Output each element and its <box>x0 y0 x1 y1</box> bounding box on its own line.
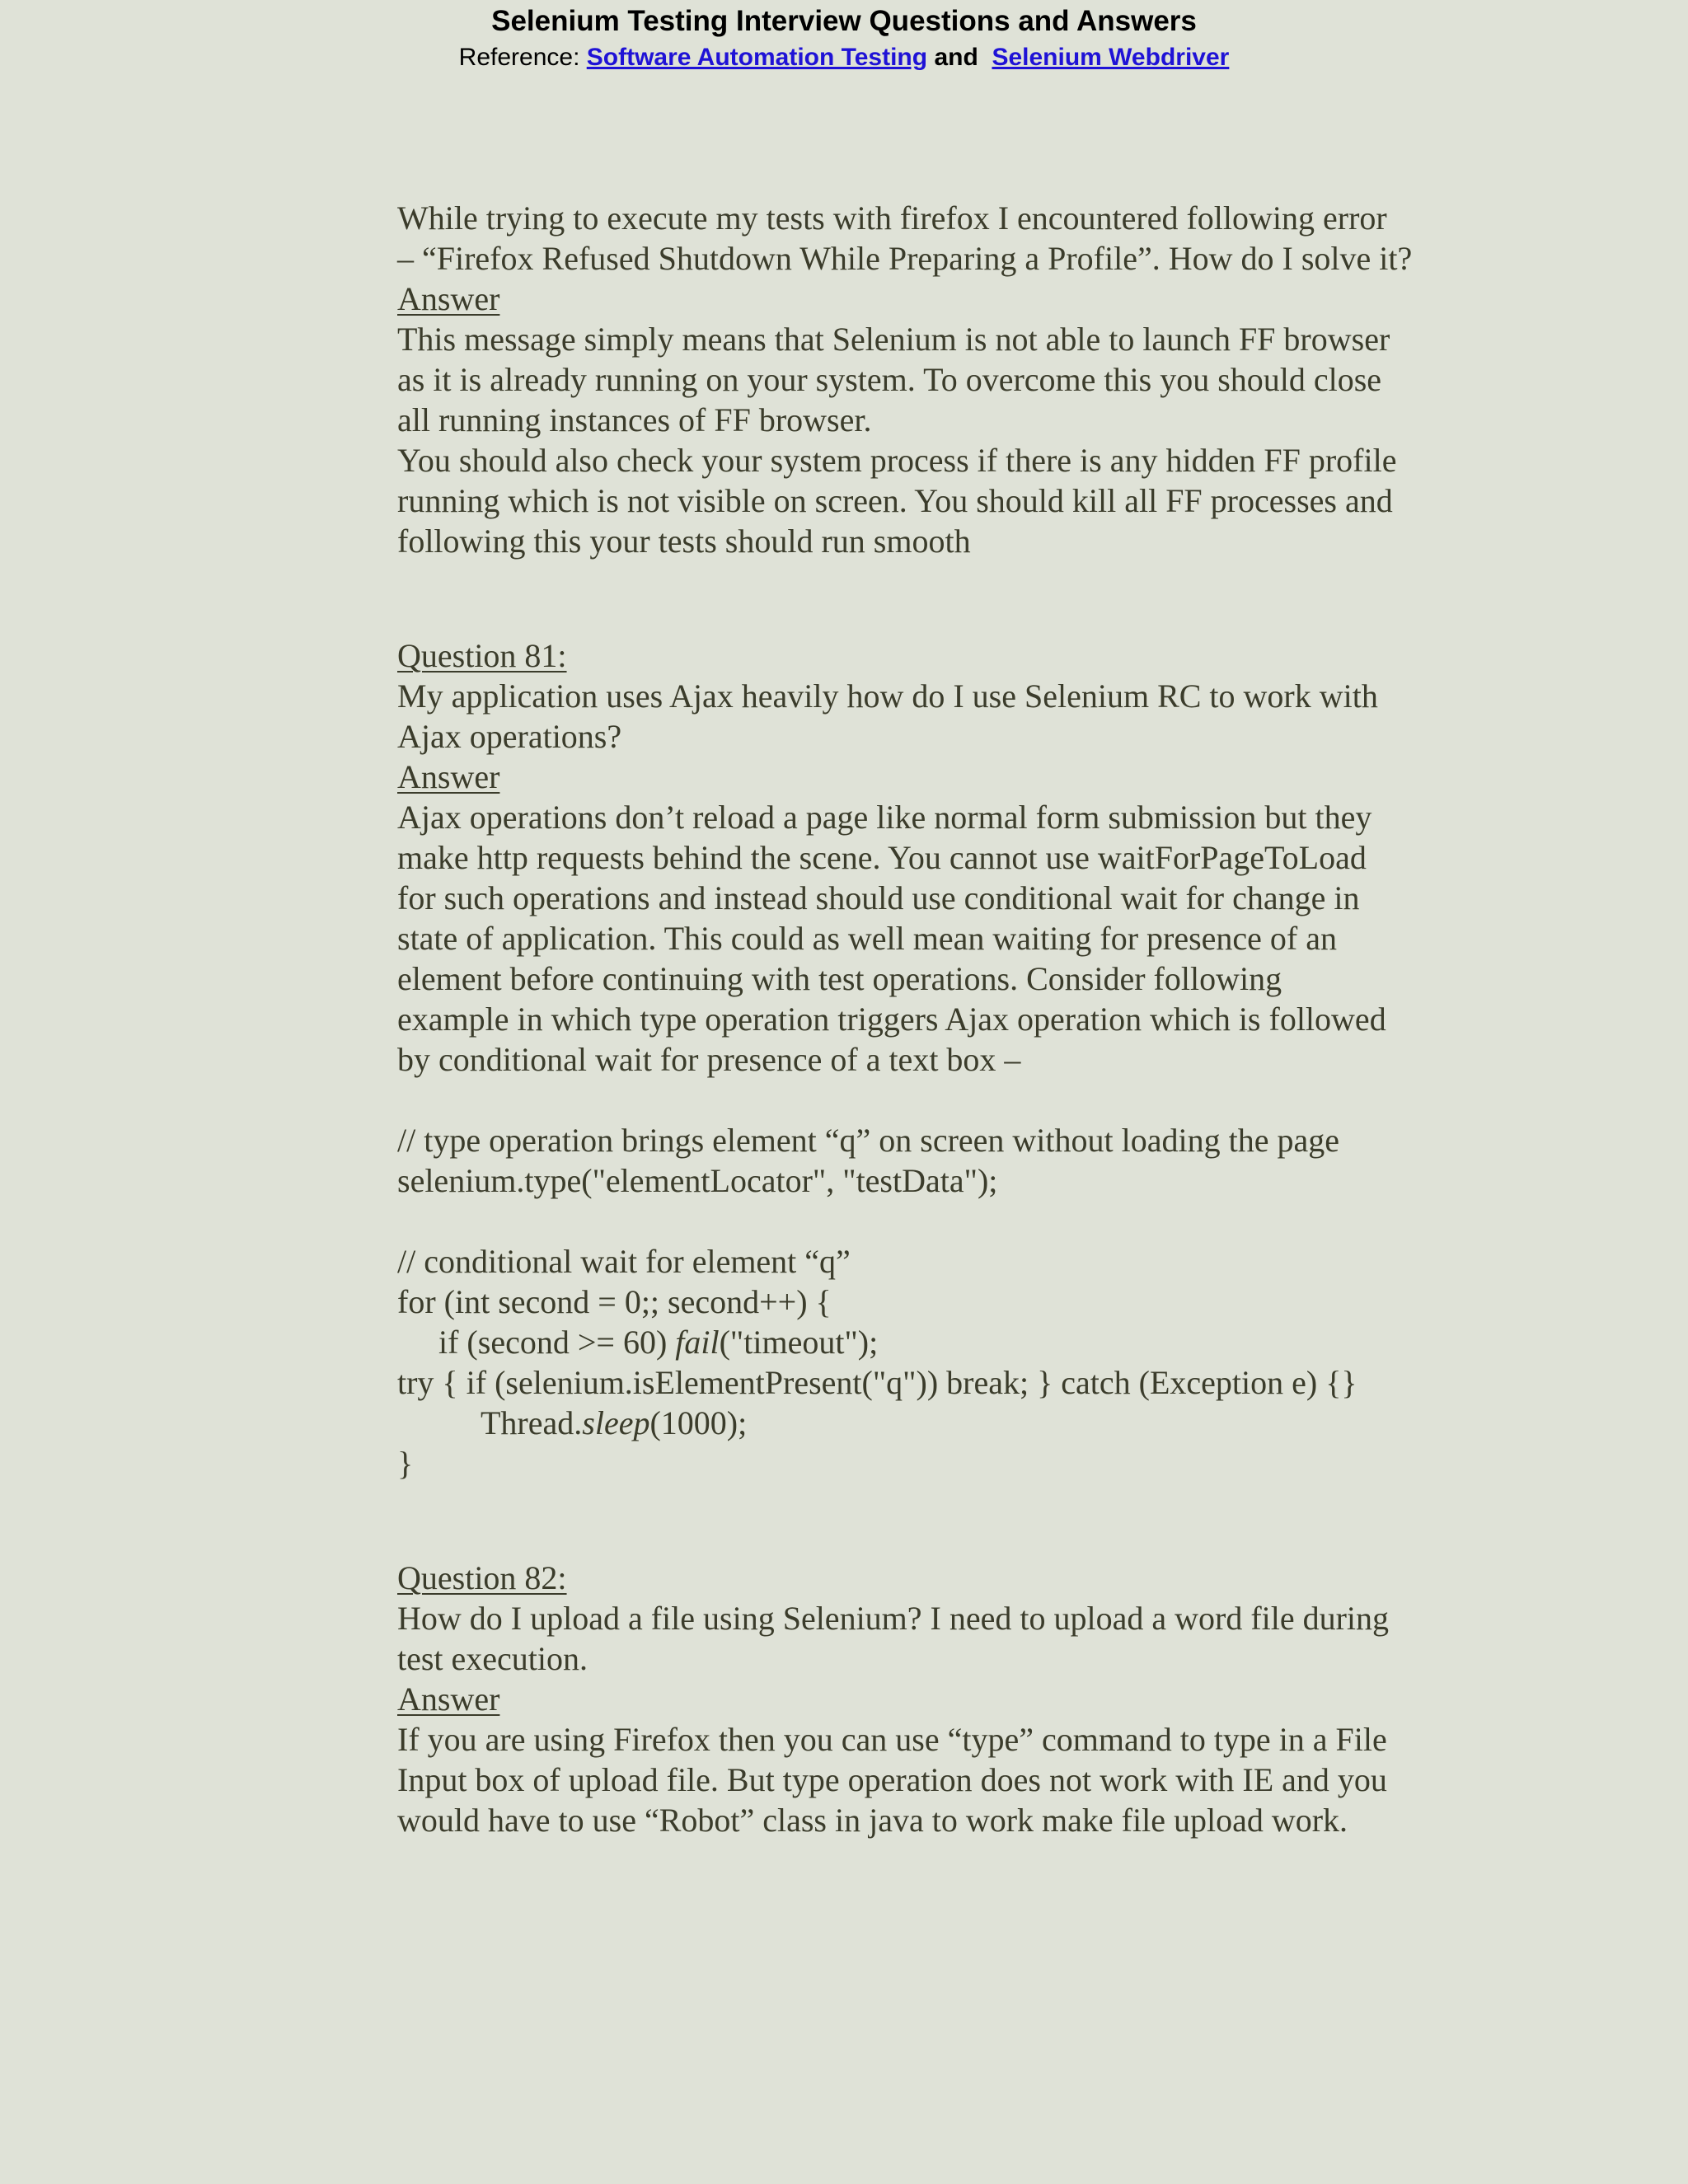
answer-80-line-2: as it is already running on your system. To overcome this you should close <box>397 361 1382 398</box>
answer-82-label: Answer <box>397 1680 500 1718</box>
question-82-label: Question 82: <box>397 1559 567 1596</box>
answer-80-line-6: following this your tests should run smooth <box>397 523 971 560</box>
question-82-section <box>397 1558 1485 1840</box>
answer-81-line-1: Ajax operations don’t reload a page like normal form submission but they <box>397 799 1372 836</box>
code-if-line: if (second >= 60) fail("timeout"); <box>438 1324 879 1361</box>
question-82-line-1: How do I upload a file using Selenium? I need to upload a word file during <box>397 1600 1390 1637</box>
reference-line <box>0 41 1688 74</box>
code-thread-line: Thread.sleep(1000); <box>481 1404 748 1441</box>
code-type-call: selenium.type("elementLocator", "testData"); <box>397 1162 998 1199</box>
reference-label: Reference: <box>458 44 587 71</box>
answer-82-line-1: If you are using Firefox then you can use “type” command to type in a File <box>397 1721 1387 1758</box>
code-try-line: try { if (selenium.isElementPresent("q")) break; } catch (Exception e) {} <box>397 1364 1357 1401</box>
page-title: Selenium Testing Interview Questions and Answers <box>491 5 1197 37</box>
answer-81-line-4: state of application. This could as well mean waiting for presence of an <box>397 920 1337 957</box>
answer-81-line-6: example in which type operation triggers Ajax operation which is followed <box>397 1001 1386 1038</box>
code-comment-1: // type operation brings element “q” on screen without loading the page <box>397 1122 1339 1159</box>
code-for-line: for (int second = 0;; second++) { <box>397 1283 832 1320</box>
answer-80-line-1: This message simply means that Selenium is not able to launch FF browser <box>397 321 1390 358</box>
question-81-label: Question 81: <box>397 637 567 674</box>
answer-82-line-3: would have to use “Robot” class in java to work make file upload work. <box>397 1802 1348 1839</box>
answer-80-line-5: running which is not visible on screen. You should kill all FF processes and <box>397 482 1393 519</box>
question-80-section <box>397 198 1485 561</box>
code-close-brace: } <box>397 1445 414 1482</box>
document-body <box>397 198 1485 1840</box>
software-automation-testing-link[interactable]: Software Automation Testing <box>586 44 928 71</box>
code-comment-2: // conditional wait for element “q” <box>397 1243 851 1280</box>
question-80-line-2: – “Firefox Refused Shutdown While Preparing a Profile”. How do I solve it? <box>397 240 1413 277</box>
answer-81-line-2: make http requests behind the scene. You cannot use waitForPageToLoad <box>397 839 1367 876</box>
question-81-line-2: Ajax operations? <box>397 718 622 755</box>
answer-81-line-3: for such operations and instead should use conditional wait for change in <box>397 879 1360 916</box>
reference-and: and <box>934 44 978 71</box>
selenium-webdriver-link[interactable]: Selenium Webdriver <box>992 44 1230 71</box>
answer-81-line-7: by conditional wait for presence of a text box – <box>397 1041 1021 1078</box>
answer-80-line-4: You should also check your system process if there is any hidden FF profile <box>397 442 1397 479</box>
question-80-line-1: While trying to execute my tests with firefox I encountered following error <box>397 199 1387 237</box>
answer-80-line-3: all running instances of FF browser. <box>397 401 872 438</box>
answer-81-label: Answer <box>397 758 500 795</box>
answer-81-line-5: element before continuing with test operations. Consider following <box>397 960 1282 997</box>
question-81-section <box>397 635 1485 1483</box>
answer-82-line-2: Input box of upload file. But type operation does not work with IE and you <box>397 1761 1387 1798</box>
question-82-line-2: test execution. <box>397 1640 588 1677</box>
question-81-line-1: My application uses Ajax heavily how do I use Selenium RC to work with <box>397 677 1378 715</box>
code-example <box>397 1120 1485 1483</box>
answer-80-label: Answer <box>397 280 500 317</box>
